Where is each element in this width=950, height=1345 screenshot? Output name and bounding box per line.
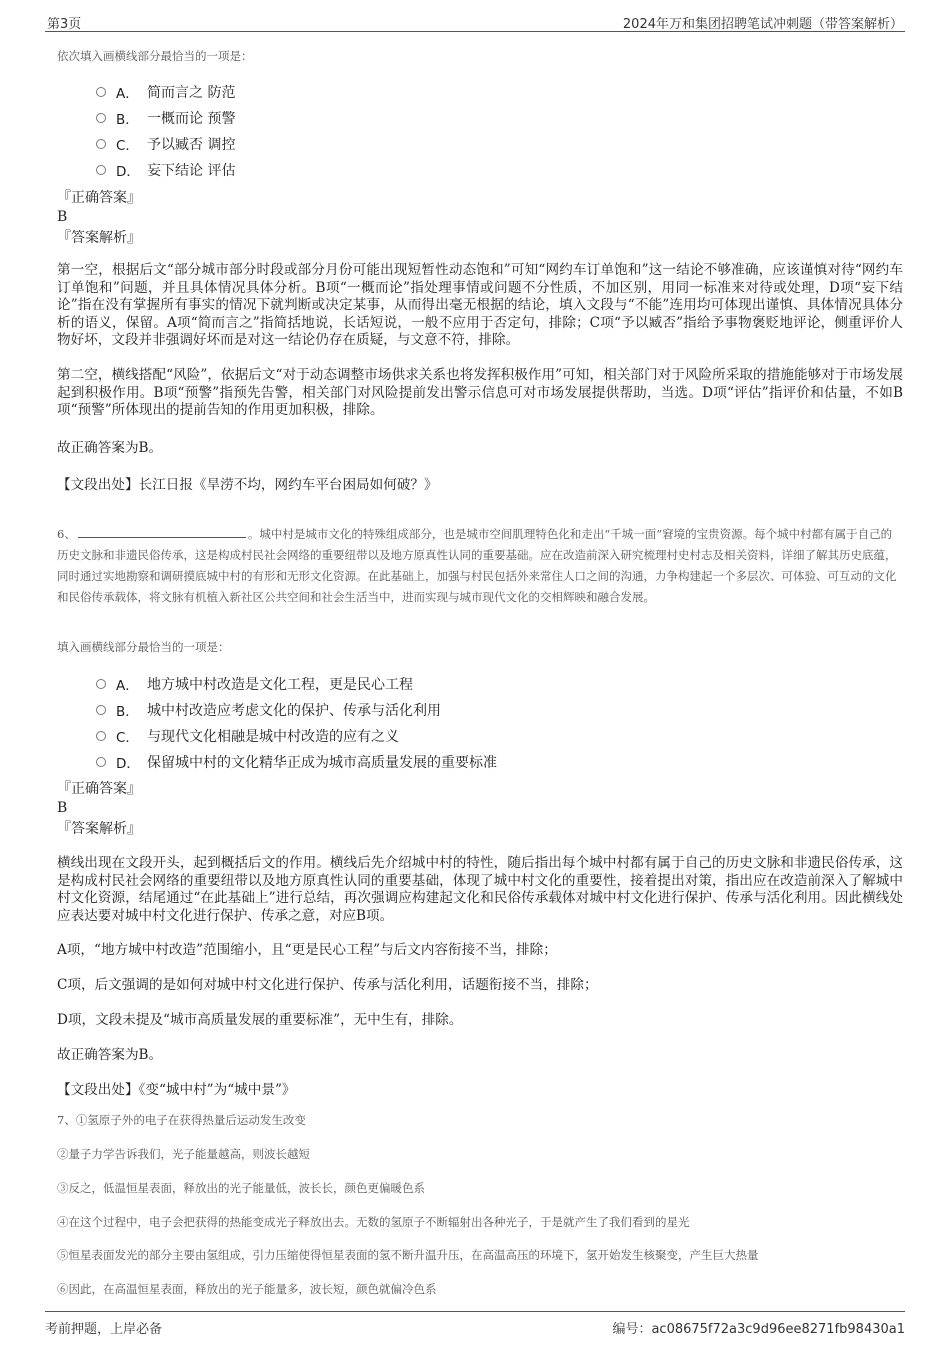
radio-icon[interactable] [96,757,106,767]
radio-icon[interactable] [96,139,106,149]
q6-option-d[interactable]: D． 保留城中村的文化精华正成为城市高质量发展的重要标准 [96,749,497,775]
q6-option-b[interactable]: B． 城中村改造应考虑文化的保护、传承与活化利用 [96,697,497,723]
q7-item-5: ⑤恒星表面发光的部分主要由氢组成，引力压缩使得恒星表面的氢不断升温升压，在高温高压的环境下，氢开始发生核聚变，产生巨大热量 [57,1248,759,1262]
radio-icon[interactable] [96,705,106,715]
q6-blank [78,527,246,538]
q5-analysis-para-2: 第二空，横线搭配“风险”，依据后文“对于动态调整市场供求关系也将发挥积极作用”可知，相关部门对于风险所采取的措施能够对于市场发展起到积极作用。B项“预警”指预先告警，相关部门对风险提前发出警示信息可对市场发展提供帮助，当选。D项“评估”指评价和估量，不如B项“预警”所体现出的提前告知的作用更加积极，排除。 [57,366,903,419]
q6-source: 【文段出处】《变“城中村”为“城中景”》 [57,1082,296,1099]
q5-option-b[interactable]: B． 一概而论 预警 [96,105,235,131]
q6-answer: B [57,800,68,816]
q5-analysis-label: 『答案解析』 [57,230,141,246]
q6-options [96,671,497,775]
q5-answer: B [57,209,68,225]
page-number: 第3页 [47,17,82,32]
q6-analysis-a: A项，“地方城中村改造”范围缩小，且“更是民心工程”与后文内容衔接不当，排除； [57,942,557,959]
q5-source: 【文段出处】长江日报《旱涝不均，网约车平台困局如何破？》 [57,476,438,493]
radio-icon[interactable] [96,679,106,689]
q6-analysis-para-1: 横线出现在文段开头，起到概括后文的作用。横线后先介绍城中村的特性，随后指出每个城中村都有属于自己的历史文脉和非遗民俗传承，这是构成村民社会网络的重要纽带以及地方原真性认同的重要基础，体现了城中村文化的重要性，接着提出对策，指出应在改造前深入了解城中村文化资源，结尾通过“在此基础上”进行总结，再次强调应构建起文化和民俗传承载体对城中村文化进行保护、传承与活化利用。因此横线处应表达要对城中村文化进行保护、传承之意，对应B项。 [57,855,903,924]
radio-icon[interactable] [96,731,106,741]
radio-icon[interactable] [96,113,106,123]
radio-icon[interactable] [96,165,106,175]
q6-option-c[interactable]: C． 与现代文化相融是城中村改造的应有之义 [96,723,497,749]
document-title: 2024年万和集团招聘笔试冲刺题（带答案解析） [622,17,903,32]
document-id: 编号：ac08675f72a3c9d96ee8271fb98430a1 [612,1322,905,1337]
q5-conclusion: 故正确答案为B。 [57,439,163,456]
page-header [45,0,905,32]
q5-option-d[interactable]: D． 妄下结论 评估 [96,157,235,183]
q7-item-6: ⑥因此，在高温恒星表面，释放出的光子能量多，波长短，颜色就偏冷色系 [57,1282,437,1296]
q7-item-1: 7、①氢原子外的电子在获得热量后运动发生改变 [57,1113,306,1127]
q5-analysis [57,262,903,494]
q7-item-4: ④在这个过程中，电子会把获得的热能变成光子释放出去。无数的氢原子不断辐射出各种光子，于是就产生了我们看到的星光 [57,1215,690,1229]
radio-icon[interactable] [96,87,106,97]
q6-conclusion: 故正确答案为B。 [57,1047,163,1064]
q6-analysis-label: 『答案解析』 [57,821,141,837]
footer-slogan: 考前押题，上岸必备 [45,1322,163,1337]
q6-answer-label: 『正确答案』 [57,781,141,797]
q5-answer-label: 『正确答案』 [57,190,141,206]
q5-option-c[interactable]: C． 予以臧否 调控 [96,131,235,157]
q6-option-a[interactable]: A． 地方城中村改造是文化工程，更是民心工程 [96,671,497,697]
q6-number: 6、 [57,527,76,541]
q7-item-3: ③反之，低温恒星表面，释放出的光子能量低，波长长，颜色更偏暖色系 [57,1181,425,1195]
q6-analysis-d: D项，文段未提及“城市高质量发展的重要标准”，无中生有，排除。 [57,1012,463,1029]
q5-options [96,79,235,183]
page-footer [45,1311,905,1345]
q6-analysis [57,855,903,1099]
q7-item-2: ②量子力学告诉我们，光子能量越高，则波长越短 [57,1147,310,1161]
q6-passage [57,524,903,608]
q6-prompt: 填入画横线部分最恰当的一项是： [57,640,230,654]
q5-option-a[interactable]: A． 简而言之 防范 [96,79,235,105]
q6-analysis-c: C项，后文强调的是如何对城中村文化进行保护、传承与活化利用，话题衔接不当，排除； [57,977,598,994]
q5-prompt: 依次填入画横线部分最恰当的一项是： [57,49,253,63]
q5-analysis-para-1: 第一空，根据后文“部分城市部分时段或部分月份可能出现短暂性动态饱和”可知“网约车订单饱和”这一结论不够准确，应该谨慎对待“网约车订单饱和”问题，并且具体情况具体分析。B项“一概而论”指处理事情或问题不分性质，不加区别，用同一标准来对待或处理，D项“妄下结论”指在没有掌握所有事实的情况下就判断或决定某事，从而得出毫无根据的结论，填入文段与“不能”连用均可体现出谨慎、具体情况具体分析的语义，保留。A项“简而言之”指简括地说，长话短说，一般不应用于否定句，排除；C项“予以臧否”指给予事物褒贬地评论，侧重评价人物好坏，文段并非强调好坏而是对这一结论仍存在质疑，与文意不符，排除。 [57,262,903,349]
q6-passage-text: 。城中村是城市文化的特殊组成部分，也是城市空间肌理特色化和走出“千城一面”窘境的宝贵资源。每个城中村都有属于自己的历史文脉和非遗民俗传承，这是构成村民社会网络的重要纽带以及地方原真性认同的重要基础。应在改造前深入研究梳理村史村志及相关资料，详细了解其历史底蕴，同时通过实地勘察和调研摸底城中村的有形和无形文化资源。在此基础上，加强与村民包括外来常住人口之间的沟通，力争构建起一个多层次、可体验、可互动的文化和民俗传承载体，将文脉有机植入新社区公共空间和社会生活当中，进而实现与城市现代文化的交相辉映和融合发展。 [57,527,897,604]
